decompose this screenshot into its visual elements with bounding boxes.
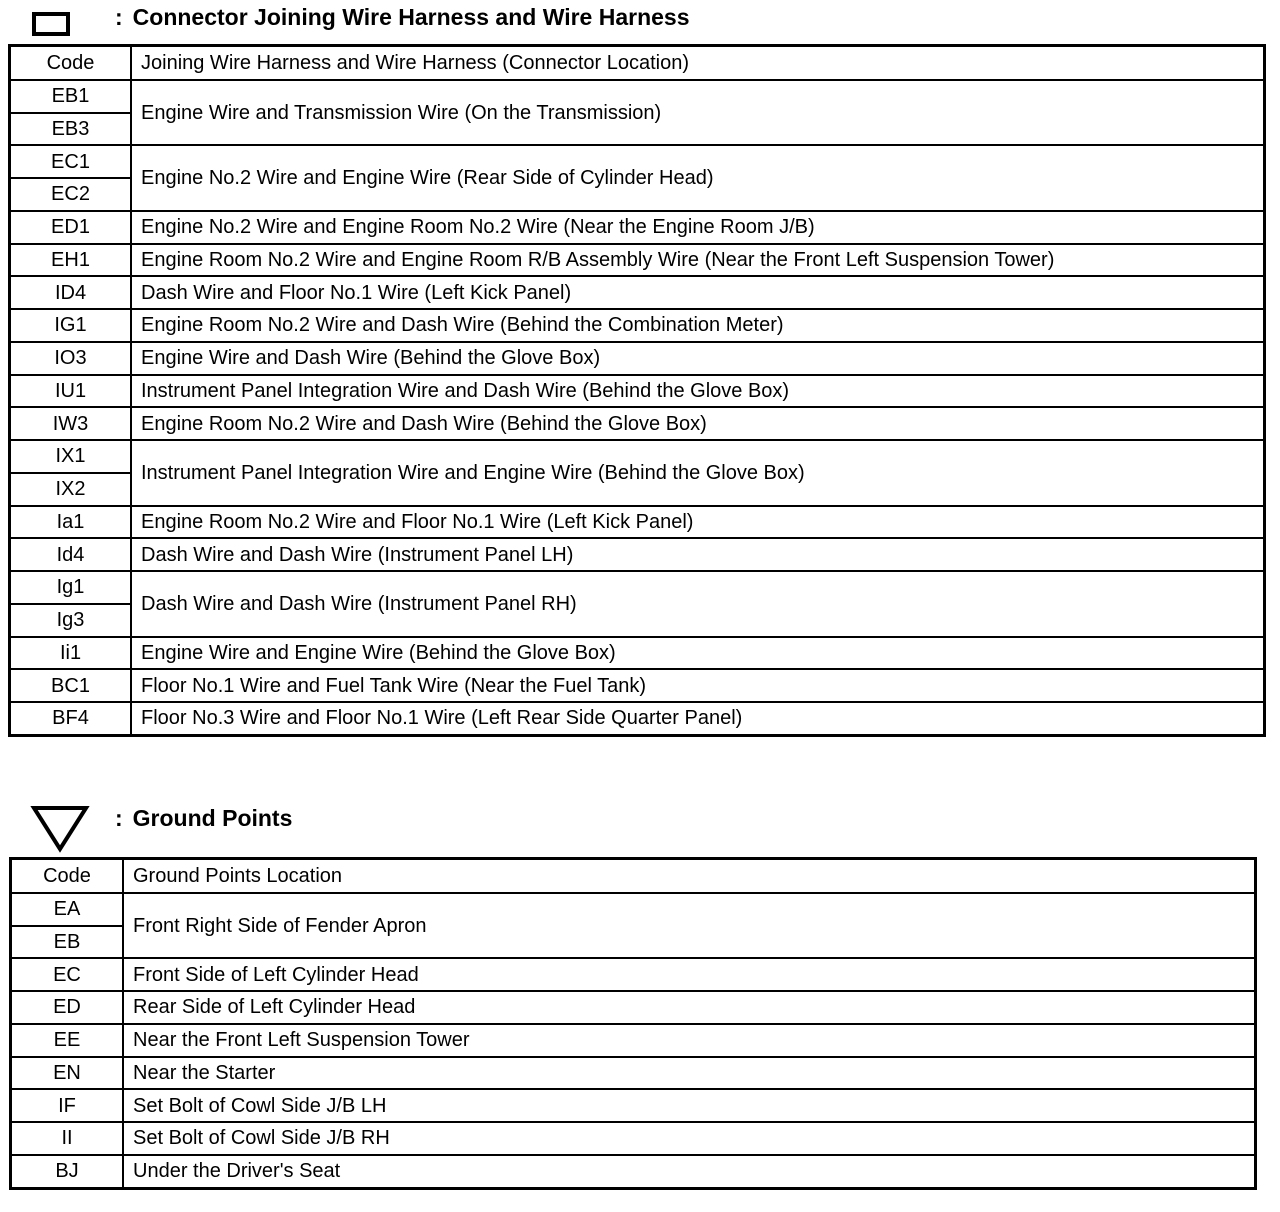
table-row — [10, 211, 1264, 244]
table-row — [11, 1089, 1255, 1122]
table-row — [11, 1024, 1255, 1057]
location-cell: Front Right Side of Fender Apron — [123, 893, 1255, 959]
location-cell: Instrument Panel Integration Wire and Dash Wire (Behind the Glove Box) — [131, 375, 1264, 408]
location-cell: Dash Wire and Dash Wire (Instrument Panel LH) — [131, 538, 1264, 571]
location-cell: Floor No.3 Wire and Floor No.1 Wire (Left Rear Side Quarter Panel) — [131, 702, 1264, 735]
code-cell: EH1 — [10, 244, 131, 277]
code-cell: Id4 — [10, 538, 131, 571]
code-cell: EA — [11, 893, 123, 926]
location-cell: Engine Wire and Transmission Wire (On the Transmission) — [131, 80, 1264, 146]
location-cell: Under the Driver's Seat — [123, 1155, 1255, 1188]
code-cell: IX2 — [10, 473, 131, 506]
table-row — [10, 375, 1264, 408]
code-cell: EC — [11, 958, 123, 991]
table-header-row — [11, 859, 1255, 893]
code-cell: ED1 — [10, 211, 131, 244]
table-row — [10, 538, 1264, 571]
code-cell: EB — [11, 926, 123, 959]
ground-triangle-icon — [30, 805, 90, 853]
code-cell: EB1 — [10, 80, 131, 113]
code-cell: IF — [11, 1089, 123, 1122]
location-cell: Set Bolt of Cowl Side J/B LH — [123, 1089, 1255, 1122]
location-cell: Engine Room No.2 Wire and Engine Room R/B Assembly Wire (Near the Front Left Suspension Tower) — [131, 244, 1264, 277]
section-title — [115, 805, 292, 832]
location-cell: Rear Side of Left Cylinder Head — [123, 991, 1255, 1024]
column-header-location: Ground Points Location — [123, 859, 1255, 893]
code-cell: IX1 — [10, 440, 131, 473]
column-header-code: Code — [11, 859, 123, 893]
connector-table — [9, 45, 1265, 736]
code-cell: Ig1 — [10, 571, 131, 604]
table-row — [10, 669, 1264, 702]
code-cell: IU1 — [10, 375, 131, 408]
location-cell: Near the Front Left Suspension Tower — [123, 1024, 1255, 1057]
code-cell: II — [11, 1122, 123, 1155]
location-cell: Engine Room No.2 Wire and Dash Wire (Behind the Combination Meter) — [131, 309, 1264, 342]
code-cell: IG1 — [10, 309, 131, 342]
location-cell: Set Bolt of Cowl Side J/B RH — [123, 1122, 1255, 1155]
section-title — [115, 4, 690, 31]
code-cell: EC1 — [10, 145, 131, 178]
table-row — [11, 893, 1255, 926]
square-outline-icon — [32, 12, 70, 36]
code-cell: Ig3 — [10, 604, 131, 637]
table-row — [10, 407, 1264, 440]
section-connector-heading — [0, 4, 1280, 44]
table-row — [11, 1155, 1255, 1188]
table-row — [10, 637, 1264, 670]
location-cell: Dash Wire and Floor No.1 Wire (Left Kick Panel) — [131, 276, 1264, 309]
ground-points-table — [10, 858, 1256, 1189]
table-row — [11, 958, 1255, 991]
code-cell: EN — [11, 1057, 123, 1090]
code-cell: EB3 — [10, 113, 131, 146]
table-row — [10, 506, 1264, 539]
heading-colon: : — [115, 4, 123, 30]
table-row — [10, 702, 1264, 735]
location-cell: Dash Wire and Dash Wire (Instrument Panel RH) — [131, 571, 1264, 637]
location-cell: Engine Wire and Engine Wire (Behind the Glove Box) — [131, 637, 1264, 670]
table-row — [10, 571, 1264, 604]
table-row — [10, 440, 1264, 473]
code-cell: ID4 — [10, 276, 131, 309]
code-cell: ED — [11, 991, 123, 1024]
table-row — [11, 991, 1255, 1024]
table-row — [11, 1122, 1255, 1155]
location-cell: Instrument Panel Integration Wire and Engine Wire (Behind the Glove Box) — [131, 440, 1264, 506]
table-row — [11, 1057, 1255, 1090]
column-header-location: Joining Wire Harness and Wire Harness (Connector Location) — [131, 46, 1264, 80]
code-cell: Ia1 — [10, 506, 131, 539]
table-row — [10, 145, 1264, 178]
code-cell: BF4 — [10, 702, 131, 735]
location-cell: Front Side of Left Cylinder Head — [123, 958, 1255, 991]
table-row — [10, 244, 1264, 277]
location-cell: Floor No.1 Wire and Fuel Tank Wire (Near the Fuel Tank) — [131, 669, 1264, 702]
section-title-text: Ground Points — [132, 805, 293, 831]
location-cell: Engine No.2 Wire and Engine Wire (Rear Side of Cylinder Head) — [131, 145, 1264, 211]
location-cell: Engine No.2 Wire and Engine Room No.2 Wire (Near the Engine Room J/B) — [131, 211, 1264, 244]
code-cell: BC1 — [10, 669, 131, 702]
location-cell: Near the Starter — [123, 1057, 1255, 1090]
code-cell: IW3 — [10, 407, 131, 440]
table-row — [10, 276, 1264, 309]
table-header-row — [10, 46, 1264, 80]
location-cell: Engine Room No.2 Wire and Floor No.1 Wire (Left Kick Panel) — [131, 506, 1264, 539]
location-cell: Engine Room No.2 Wire and Dash Wire (Behind the Glove Box) — [131, 407, 1264, 440]
heading-colon: : — [115, 805, 123, 831]
code-cell: EE — [11, 1024, 123, 1057]
table-row — [10, 342, 1264, 375]
section-title-text: Connector Joining Wire Harness and Wire Harness — [132, 4, 690, 30]
code-cell: Ii1 — [10, 637, 131, 670]
code-cell: EC2 — [10, 178, 131, 211]
location-cell: Engine Wire and Dash Wire (Behind the Glove Box) — [131, 342, 1264, 375]
code-cell: BJ — [11, 1155, 123, 1188]
column-header-code: Code — [10, 46, 131, 80]
table-row — [10, 80, 1264, 113]
code-cell: IO3 — [10, 342, 131, 375]
table-row — [10, 309, 1264, 342]
section-ground-heading — [0, 805, 1280, 845]
